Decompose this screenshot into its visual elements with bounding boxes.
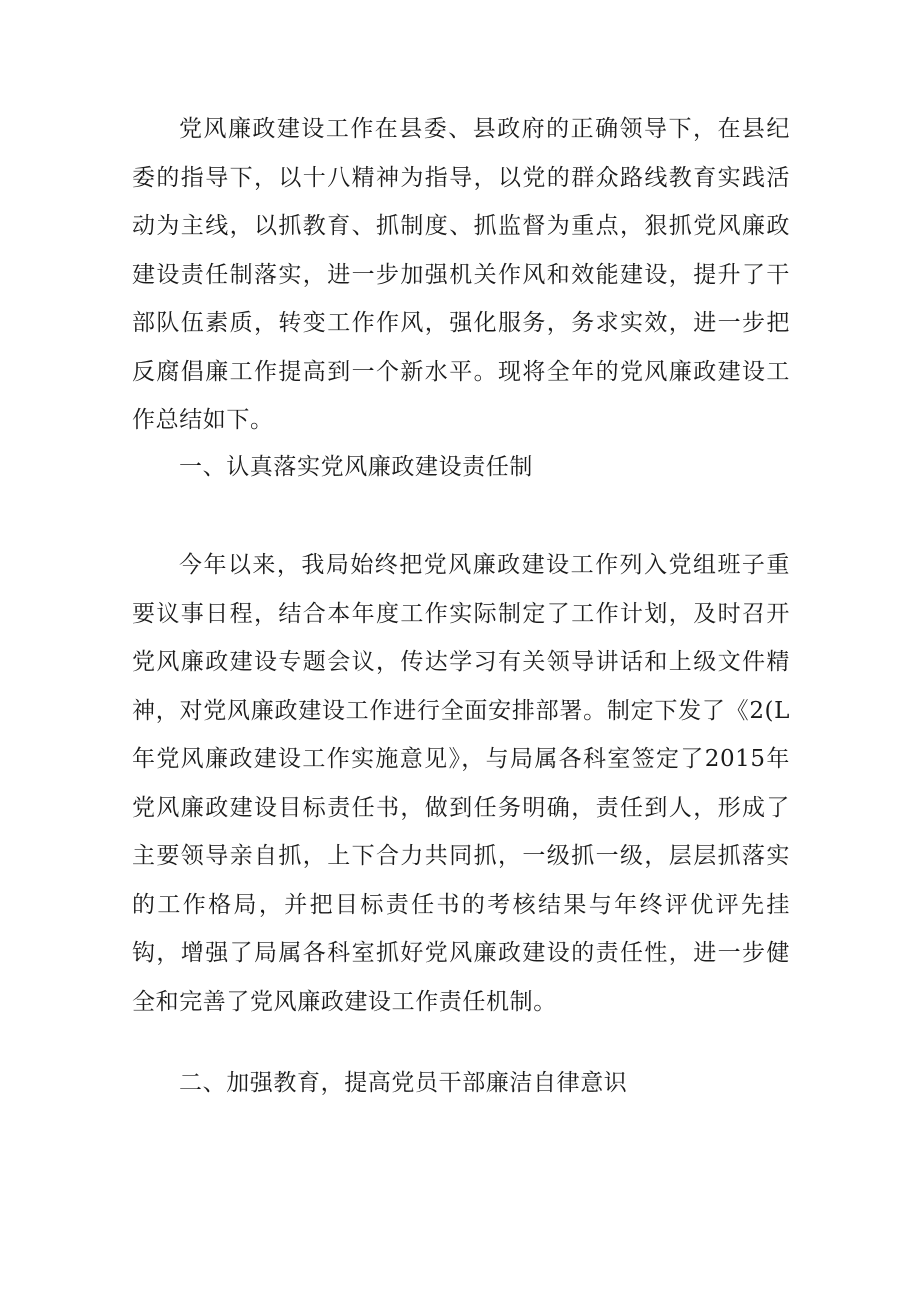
section-heading-1: 一、认真落实党风廉政建设责任制	[179, 454, 533, 480]
intro-paragraph: 党风廉政建设工作在县委、县政府的正确领导下，在县纪委的指导下，以十八精神为指导，以党的群众路线教育实践活动为主线，以抓教育、抓制度、抓监督为重点，狠抓党风廉政建设责任制落实，进一步加强机关作风和效能建设，提升了干部队伍素质，转变工作作风，强化服务，务求实效，进一步把反腐倡廉工作提高到一个新水平。现将全年的党风廉政建设工作总结如下。	[132, 116, 790, 433]
section-1-paragraph: 今年以来，我局始终把党风廉政建设工作列入党组班子重要议事日程，结合本年度工作实际制定了工作计划，及时召开党风廉政建设专题会议，传达学习有关领导讲话和上级文件精神，对党风廉政建设工作进行全面安排部署。制定下发了《2(L年党风廉政建设工作实施意见》，与局属各科室签定了2015年党风廉政建设目标责任书，做到任务明确，责任到人，形成了主要领导亲自抓，上下合力共同抓，一级抓一级，层层抓落实的工作格局，并把目标责任书的考核结果与年终评优评先挂钩，增强了局属各科室抓好党风廉政建设的责任性，进一步健全和完善了党风廉政建设工作责任机制。	[132, 552, 790, 1015]
section-heading-2: 二、加强教育，提高党员干部廉洁自律意识	[179, 1070, 628, 1096]
